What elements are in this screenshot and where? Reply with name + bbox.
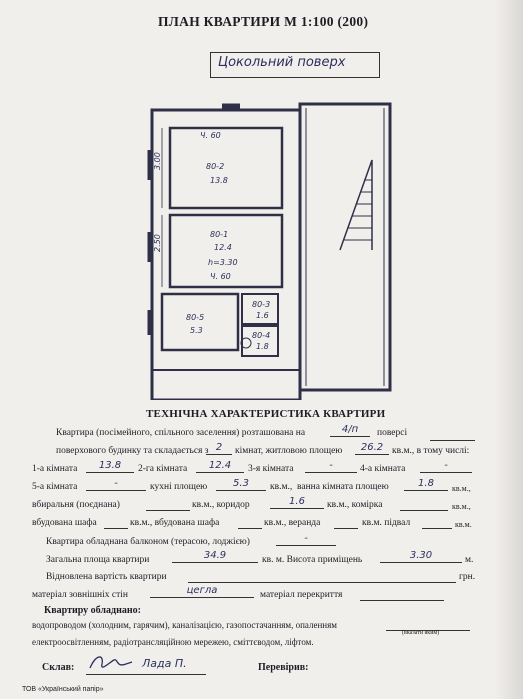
- room-2-ceiling: Ч. 60: [200, 131, 221, 140]
- tech-line1-a: Квартира (посімейного, спільного заселення) розташована на: [56, 428, 306, 438]
- ceiling-label: матеріал перекриття: [260, 590, 343, 600]
- composed-label: Склав:: [42, 662, 75, 673]
- total-label: Загальна площа квартири: [46, 555, 150, 565]
- room4-value: -: [420, 460, 472, 473]
- tech-line2-a: поверхового будинку та складається з: [56, 446, 209, 456]
- wc-blank: [146, 498, 190, 511]
- page-title: ПЛАН КВАРТИРИ М 1:100 (200): [158, 14, 369, 29]
- height-unit: м.: [465, 555, 474, 565]
- equip-heading: Квартиру обладнано:: [44, 605, 141, 616]
- corridor-value: 1.6: [270, 496, 324, 509]
- total-value: 34.9: [172, 550, 258, 563]
- kvm-8: кв.м. підвал: [362, 518, 411, 528]
- room4-label: 4-а кімната: [360, 464, 406, 474]
- room-1-code: 80-1: [210, 230, 229, 239]
- room-5-area: 5.3: [190, 326, 203, 335]
- kitchen-label: кухні площею: [150, 482, 208, 492]
- tech-line2-b: кімнат, житловою площею: [235, 446, 343, 456]
- room-2-code: 80-2: [206, 162, 225, 171]
- living-area-value: 26.2: [355, 442, 389, 455]
- floor-blank: [430, 428, 475, 441]
- room-2-area: 13.8: [210, 176, 228, 185]
- room-1-area: 12.4: [214, 243, 232, 252]
- basement-blank: [422, 516, 452, 529]
- room2-value: 12.4: [196, 460, 244, 473]
- wc-label: вбиральня (поєднана): [32, 500, 120, 510]
- bath-label: ванна кімната площею: [297, 482, 389, 492]
- room-5-code: 80-5: [186, 313, 205, 322]
- room-3-area: 1.6: [256, 311, 269, 320]
- room-3-code: 80-3: [252, 300, 271, 309]
- room-1-ceiling: Ч. 60: [210, 272, 231, 281]
- walls-label: матеріал зовнішніх стін: [32, 590, 129, 600]
- cost-label: Відновлена вартість квартири: [46, 572, 167, 582]
- kvm-5: кв.м.,: [452, 502, 471, 511]
- kvm-9: кв.м.: [455, 520, 472, 529]
- balcony-label: Квартира обладнана балконом (терасою, лоджією): [46, 537, 250, 547]
- equip-line2: електроосвітленням, радіотрансляційною мережею, сміттєводом, ліфтом.: [32, 637, 314, 647]
- kvm-1: кв.м.,: [270, 482, 293, 492]
- equip-line1: водопроводом (холодним, гарячим), каналізацією, газопостачанням, опаленням: [32, 620, 337, 630]
- printer-label: ТОВ «Український папір»: [22, 686, 104, 693]
- room-4-code: 80-4: [252, 331, 271, 340]
- rooms-value: 2: [206, 442, 232, 455]
- height-value: 3.30: [380, 550, 462, 563]
- kvm-6: кв.м., вбудована шафа: [130, 518, 220, 528]
- cost-unit: грн.: [459, 572, 476, 582]
- equip-note: (вказати яким): [402, 630, 440, 636]
- room-1-height: 2.50: [153, 234, 162, 252]
- floor-value: 4/п: [330, 424, 370, 437]
- wardrobe-label: вбудована шафа: [32, 518, 97, 528]
- room-2-height: 3.00: [153, 152, 162, 170]
- kvm-7: кв.м., веранда: [264, 518, 321, 528]
- tech-heading: ТЕХНІЧНА ХАРАКТЕРИСТИКА КВАРТИРИ: [146, 408, 386, 420]
- wardrobe2-blank: [238, 516, 262, 529]
- cost-blank: [188, 570, 456, 583]
- room-1-h: h=3.30: [208, 258, 238, 267]
- kitchen-value: 5.3: [216, 478, 266, 491]
- room1-value: 13.8: [86, 460, 134, 473]
- kvm-3: кв.м., коридор: [192, 500, 250, 510]
- tech-line2-c: кв.м., в тому числі:: [392, 446, 470, 456]
- floor-label: Цокольний поверх: [218, 55, 346, 70]
- room5-label: 5-а кімната: [32, 482, 78, 492]
- room3-value: -: [305, 460, 357, 473]
- kvm-4: кв.м., комірка: [327, 500, 383, 510]
- wardrobe-blank: [104, 516, 128, 529]
- composed-value: Лада П.: [142, 657, 187, 670]
- balcony-value: -: [276, 533, 336, 546]
- kvm-2: кв.м.,: [452, 484, 471, 493]
- room1-label: 1-а кімната: [32, 464, 78, 474]
- checked-label: Перевірив:: [258, 662, 309, 673]
- height-label: кв. м. Висота приміщень: [262, 555, 363, 565]
- closet-blank: [400, 498, 448, 511]
- ceiling-blank: [360, 588, 444, 601]
- room-5-outline: [162, 294, 238, 350]
- room-4-area: 1.8: [256, 342, 269, 351]
- veranda-blank: [334, 516, 358, 529]
- bath-value: 1.8: [404, 478, 448, 491]
- room5-value: -: [86, 478, 146, 491]
- room-2-outline: [170, 128, 282, 208]
- staircase-block: [300, 104, 390, 390]
- composed-line: [86, 662, 206, 675]
- walls-value: цегла: [150, 585, 254, 598]
- room2-label: 2-га кімната: [138, 464, 188, 474]
- room3-label: 3-я кімната: [248, 464, 294, 474]
- tech-line1-b: поверсі: [377, 428, 408, 438]
